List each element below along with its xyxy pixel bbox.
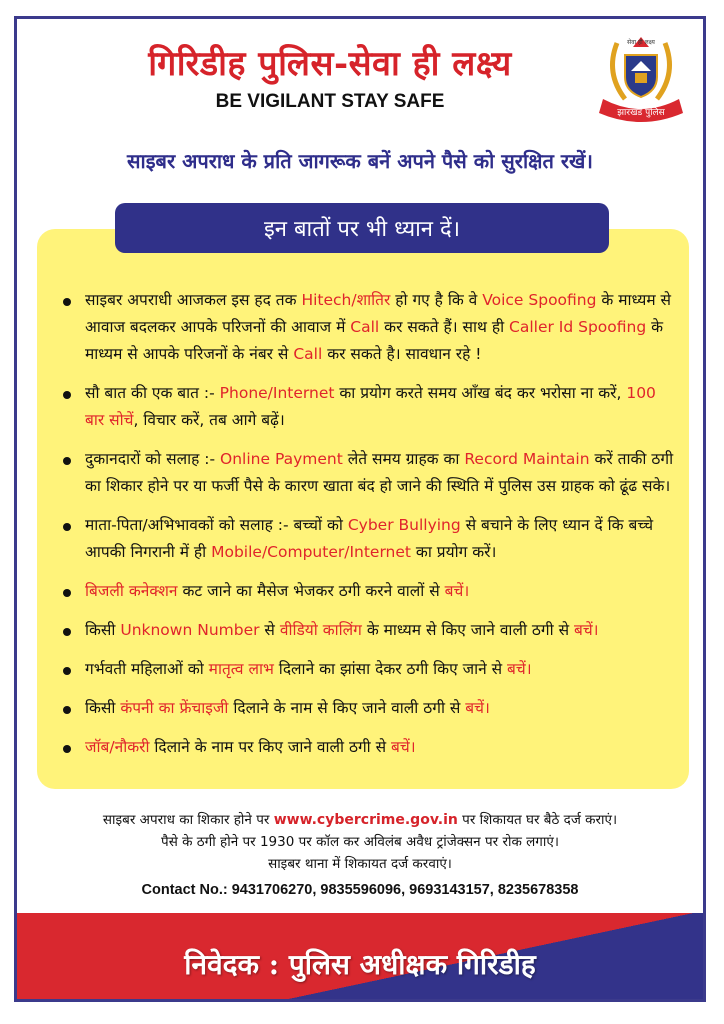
footer-line-3: साइबर थाना में शिकायत दर्ज करवाएं।	[268, 856, 452, 872]
poster-frame	[14, 16, 706, 1002]
tip-highlight: वीडियो कालिंग	[279, 621, 362, 639]
tip-text: किसी	[85, 621, 121, 639]
banner-text: निवेदक : पुलिस अधीक्षक गिरिडीह	[184, 948, 536, 981]
tip-text: , विचार करें, तब आगे बढ़ें।	[133, 411, 285, 429]
tip-item	[63, 380, 675, 434]
tip-item	[63, 512, 675, 566]
tip-text: से	[259, 621, 280, 639]
tip-text: कर सकते है। सावधान रहे !	[322, 345, 482, 363]
tip-text: कट जाने का मैसेज भेजकर ठगी करने वालों से	[177, 582, 445, 600]
tip-highlight: Mobile/Computer/Internet	[211, 543, 411, 561]
tip-text: के माध्यम से आपके परिजनों के नंबर से	[85, 318, 664, 363]
tip-highlight: Phone/Internet	[219, 384, 335, 402]
tip-text: माता-पिता/अभिभावकों को सलाह :- बच्चों को	[85, 516, 348, 534]
tip-item	[63, 695, 675, 722]
logo-motto: सेवा ही लक्ष्य	[627, 39, 655, 46]
bullet-icon	[63, 745, 71, 753]
tip-text: दिलाने के नाम पर किए जाने वाली ठगी से	[149, 738, 392, 756]
tips-box	[37, 229, 689, 789]
tip-text: के माध्यम से किए जाने वाली ठगी से	[361, 621, 574, 639]
tip-item	[63, 734, 675, 761]
tip-highlight: 100 बार सोचें	[85, 384, 656, 429]
footer-line-1	[17, 809, 703, 831]
bullet-icon	[63, 457, 71, 465]
tip-highlight: Caller Id Spoofing	[509, 318, 647, 336]
tips-list	[63, 287, 675, 773]
tip-text: हो गए है कि वे	[390, 291, 483, 309]
tip-highlight: बचें।	[507, 660, 532, 678]
jharkhand-police-logo	[595, 33, 687, 125]
tip-text: करें ताकी ठगी का शिकार होने पर या फर्जी पैसे के कारण खाता बंद हो जाने की स्थिति में पुलिस उस ग्राहक को ढूंढ सके।	[85, 450, 674, 495]
tip-text: का प्रयोग करें।	[411, 543, 497, 561]
tip-highlight: मातृत्व लाभ	[208, 660, 274, 678]
tip-highlight: बचें।	[465, 699, 490, 717]
tip-item	[63, 656, 675, 683]
tip-highlight: बचें।	[391, 738, 416, 756]
tip-highlight: बिजली कनेक्शन	[85, 582, 178, 600]
tip-text: का प्रयोग करते समय आँख बंद कर भरोसा ना करें,	[334, 384, 627, 402]
footer-line-1-post: पर शिकायत घर बैठे दर्ज कराएं।	[457, 812, 618, 828]
tip-text: सौ बात की एक बात :-	[85, 384, 220, 402]
footer-line-1-pre: साइबर अपराध का शिकार होने पर	[102, 812, 274, 828]
tip-highlight: जॉब/नौकरी	[85, 738, 150, 756]
tip-highlight: Online Payment	[220, 450, 343, 468]
tip-text: लेते समय ग्राहक का	[342, 450, 465, 468]
tip-text: साइबर अपराधी आजकल इस हद तक	[85, 291, 302, 309]
tip-text: कर सकते हैं। साथ ही	[379, 318, 510, 336]
tip-item	[63, 287, 675, 368]
cybercrime-url[interactable]: www.cybercrime.gov.in	[273, 812, 458, 828]
tip-text: दिलाने का झांसा देकर ठगी किए जाने से	[273, 660, 508, 678]
tip-highlight: कंपनी का फ्रेंचाइजी	[120, 699, 229, 717]
tip-highlight: बचें।	[573, 621, 599, 639]
bullet-icon	[63, 523, 71, 531]
tip-highlight: Call	[350, 318, 380, 336]
bullet-icon	[63, 706, 71, 714]
tip-highlight: Call	[293, 345, 323, 363]
tip-text: किसी	[85, 699, 121, 717]
tip-highlight: Record Maintain	[464, 450, 590, 468]
tip-text: दिलाने के नाम से किए जाने वाली ठगी से	[228, 699, 466, 717]
tip-item	[63, 446, 675, 500]
tip-highlight: Voice Spoofing	[482, 291, 597, 309]
tip-text: गर्भवती महिलाओं को	[85, 660, 209, 678]
footer-line-2: पैसे के ठगी होने पर 1930 पर कॉल कर अविलंब अवैध ट्रांजेक्सन पर रोक लगाएं।	[161, 834, 559, 850]
bullet-icon	[63, 628, 71, 636]
poster-title: गिरिडीह पुलिस-सेवा ही लक्ष्य	[148, 44, 512, 84]
section-heading: इन बातों पर भी ध्यान दें।	[115, 203, 609, 253]
bullet-icon	[63, 298, 71, 306]
awareness-tagline: साइबर अपराध के प्रति जागरूक बनें अपने पैसे को सुरक्षित रखें।	[127, 149, 593, 173]
poster-subtitle: BE VIGILANT STAY SAFE	[215, 91, 445, 112]
contact-numbers: Contact No.: 9431706270, 9835596096, 9693143157, 8235678358	[141, 882, 579, 898]
bullet-icon	[63, 391, 71, 399]
bullet-icon	[63, 589, 71, 597]
tip-highlight: Hitech/शातिर	[301, 291, 391, 309]
tip-text: के माध्यम से आवाज बदलकर आपके परिजनों की आवाज में	[85, 291, 672, 336]
tip-text: दुकानदारों को सलाह :-	[85, 450, 221, 468]
logo-ribbon: झारखंड पुलिस	[617, 108, 665, 118]
footer-info	[17, 809, 703, 901]
tip-highlight: Unknown Number	[120, 621, 260, 639]
bullet-icon	[63, 667, 71, 675]
tip-highlight: बचें।	[444, 582, 470, 600]
tip-text: से बचाने के लिए ध्यान दें कि बच्चे आपकी निगरानी में ही	[85, 516, 654, 561]
tip-item	[63, 578, 675, 605]
tip-highlight: Cyber Bullying	[347, 516, 461, 534]
tip-item	[63, 617, 675, 644]
